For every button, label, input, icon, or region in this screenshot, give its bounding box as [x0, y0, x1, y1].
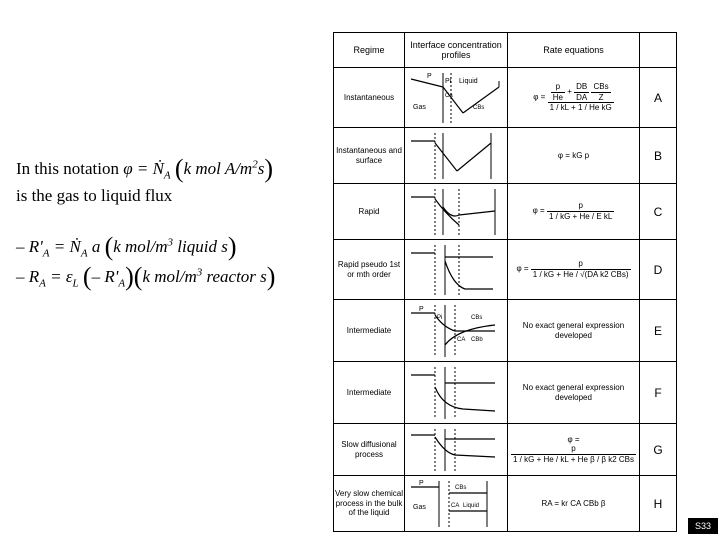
table-header-row — [334, 33, 677, 68]
regime-letter: B — [640, 128, 677, 184]
regime-cell: Intermediate — [334, 362, 405, 424]
table-row — [334, 68, 677, 128]
rate-cell: φ = kG p — [508, 128, 640, 184]
slide-number: S33 — [688, 518, 718, 534]
regime-letter: F — [640, 362, 677, 424]
svg-text:CA: CA — [457, 336, 466, 343]
flux-definition-line: In this notation φ = Ṅ$_A$ (k mol $A/m^2s$) — [16, 154, 273, 183]
regime-cell: Instantaneous — [334, 68, 405, 128]
regime-cell: Instantaneous and surface — [334, 128, 405, 184]
svg-text:Liquid: Liquid — [463, 502, 480, 509]
label-pi: Pi — [445, 77, 452, 85]
profile-diagram-c — [405, 185, 505, 239]
table-row — [334, 240, 677, 300]
profile-cell — [405, 184, 508, 240]
profile-cell — [405, 476, 508, 532]
profile-diagram-f — [405, 363, 505, 423]
rate-cell: No exact general expression developed — [508, 300, 640, 362]
profile-cell — [405, 68, 508, 128]
rate-cell: No exact general expression developed — [508, 362, 640, 424]
regime-letter: E — [640, 300, 677, 362]
profile-diagram-d — [405, 241, 505, 299]
svg-text:P: P — [419, 305, 424, 313]
regime-letter: D — [640, 240, 677, 300]
profile-diagram-h — [405, 477, 505, 531]
rate-cell: φ = $\frac{p}{\text{1 / kG + He / √(DA k2 CBs)}}$ — [508, 240, 640, 300]
label-cbs: CBs — [473, 104, 485, 111]
regime-table — [333, 32, 677, 532]
svg-text:P: P — [419, 479, 424, 487]
regime-letter: C — [640, 184, 677, 240]
header-letter — [640, 33, 677, 68]
liquid-rate-equation: – $R'_A$ = Ṅ$_A$ a (k mol/$m^3$ liquid s) — [16, 232, 237, 261]
profile-cell — [405, 128, 508, 184]
profile-diagram-g — [405, 425, 505, 475]
profile-diagram-e — [405, 301, 505, 361]
profile-cell — [405, 424, 508, 476]
regime-letter: H — [640, 476, 677, 532]
label-ca: Ca — [445, 92, 453, 99]
regime-letter: G — [640, 424, 677, 476]
header-profiles: Interface concentration profiles — [405, 33, 508, 68]
table-row — [334, 476, 677, 532]
svg-text:CBb: CBb — [471, 336, 483, 343]
flux-units: k mol A/m — [183, 159, 253, 178]
rate-cell: φ = $\frac{p}{\text{1 / kG + He / E kL}}$ — [508, 184, 640, 240]
label-gas: Gas — [413, 103, 426, 111]
flux-symbol: φ = Ṅ — [123, 159, 164, 178]
profile-diagram-b — [405, 129, 505, 183]
table-row — [334, 424, 677, 476]
flux-description: is the gas to liquid flux — [16, 186, 173, 205]
regime-cell: Slow diffusional process — [334, 424, 405, 476]
profile-cell — [405, 240, 508, 300]
regime-cell: Very slow chemical process in the bulk of the liquid — [334, 476, 405, 532]
regime-letter: A — [640, 68, 677, 128]
table-row — [334, 128, 677, 184]
svg-text:CBs: CBs — [455, 484, 467, 491]
flux-definition-prefix: In this notation — [16, 159, 119, 178]
profile-diagram-a — [405, 69, 505, 127]
regime-table-container — [333, 32, 676, 518]
header-rate: Rate equations — [508, 33, 640, 68]
regime-cell: Rapid pseudo 1st or mth order — [334, 240, 405, 300]
table-row — [334, 300, 677, 362]
table-row — [334, 184, 677, 240]
label-liquid: Liquid — [459, 77, 478, 85]
svg-text:CBs: CBs — [471, 314, 483, 321]
rate-cell: φ = $\frac{p}{He}$ + $\frac{DB}{DA}$ $\frac{\text{CBs}}{Z}$ 1 / kL + 1 / He kG — [508, 68, 640, 128]
regime-cell: Intermediate — [334, 300, 405, 362]
svg-text:CA: CA — [451, 502, 460, 509]
svg-text:Pi: Pi — [437, 314, 443, 321]
rate-cell: RA = kr CA CBb β — [508, 476, 640, 532]
header-regime: Regime — [334, 33, 405, 68]
table-row — [334, 362, 677, 424]
reactor-rate-equation: – $R_A = \varepsilon_L$ (– $R'_A)(k$ mol/$m^3$ reactor s) — [16, 262, 276, 291]
svg-text:Gas: Gas — [413, 503, 426, 511]
rate-cell: φ = $\frac{p}{\text{1 / kG + He / kL + He β / β k2 CBs}}$ — [508, 424, 640, 476]
profile-cell — [405, 300, 508, 362]
regime-cell: Rapid — [334, 184, 405, 240]
profile-cell — [405, 362, 508, 424]
label-p: P — [427, 72, 432, 80]
